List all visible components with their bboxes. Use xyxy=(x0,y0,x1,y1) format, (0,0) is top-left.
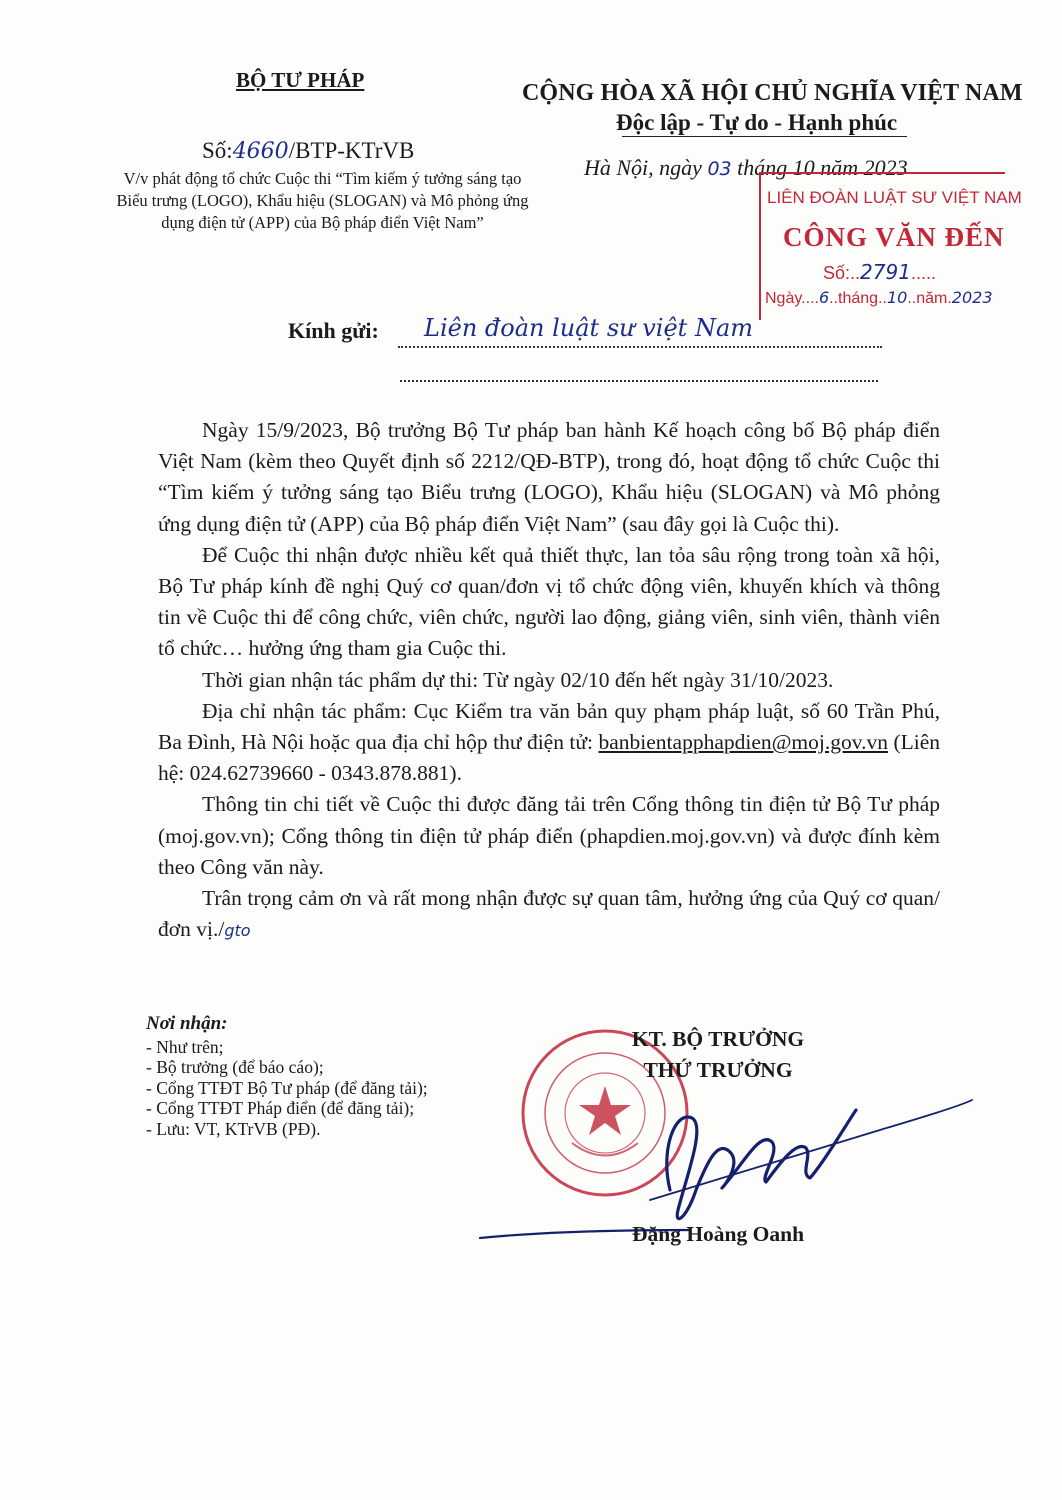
recipient-item: - Như trên; xyxy=(146,1036,224,1057)
addressee-label: Kính gửi: xyxy=(288,318,379,343)
incoming-stamp xyxy=(759,172,1022,320)
recipients-title: Nơi nhận: xyxy=(146,1013,228,1034)
date-day: 03 xyxy=(707,158,732,180)
body-paragraph-3: Thời gian nhận tác phẩm dự thi: Từ ngày 02/10 đến hết ngày 31/10/2023. xyxy=(202,667,834,692)
stamp-day-label: Ngày xyxy=(765,290,802,307)
body-paragraph-4 xyxy=(158,696,940,790)
contact-email-link[interactable]: banbientapphapdien@moj.gov.vn xyxy=(598,730,888,755)
body-paragraph-6 xyxy=(158,883,940,946)
reference-suffix: /BTP-KTrVB xyxy=(288,138,415,163)
stamp-number: Số:..2791..... xyxy=(823,260,936,284)
letter-body xyxy=(158,415,940,946)
date-month-label: tháng xyxy=(731,155,793,180)
stamp-title: CÔNG VĂN ĐẾN xyxy=(783,222,1005,252)
national-motto: Độc lập - Tự do - Hạnh phúc xyxy=(616,110,898,135)
stamp-number-value: 2791 xyxy=(860,260,911,284)
country-name: CỘNG HÒA XÃ HỘI CHỦ NGHĨA VIỆT NAM xyxy=(522,80,1023,106)
addressee-recipient xyxy=(398,314,882,348)
document-subject: V/v phát động tổ chức Cuộc thi “Tìm kiếm ý tưởng sáng tạo Biểu trưng (LOGO), Khẩu hiệu (SLOGAN) và Mô phỏng ứng dụng điện tử (APP) của Bộ pháp điển Việt Nam” xyxy=(116,169,529,232)
recipients-list xyxy=(146,1014,428,1139)
recipient-item: - Cổng TTĐT Bộ Tư pháp (để đăng tải); xyxy=(146,1077,428,1098)
drafter-initials: gto xyxy=(224,921,251,941)
address-text: Địa chỉ nhận tác phẩm: Cục Kiểm tra văn bản quy phạm pháp luật, số 60 Trần Phú, Ba Đình, Hà Nội hoặc qua địa chỉ hộp thư điện tử: xyxy=(158,698,940,755)
reference-number: 4660 xyxy=(232,139,289,164)
contact-phones: (Liên hệ: 024.62739660 - 0343.878.881). xyxy=(158,730,941,786)
signature-title xyxy=(598,1024,838,1086)
recipient-item: - Bộ trưởng (để báo cáo); xyxy=(146,1057,324,1077)
stamp-organization: LIÊN ĐOÀN LUẬT SƯ VIỆT NAM xyxy=(767,188,1022,207)
document-reference xyxy=(202,138,414,164)
stamp-year-label: năm xyxy=(916,290,948,307)
body-paragraph-5: Thông tin chi tiết về Cuộc thi được đăng tải trên Cổng thông tin điện tử Bộ Tư pháp (moj.gov.vn); Cổng thông tin điện tử pháp điển (phapdien.moj.gov.vn) và được đính kèm theo Công văn này. xyxy=(158,792,940,879)
signature-line-2: THỨ TRƯỞNG xyxy=(643,1058,793,1082)
recipient-handwritten: Liên đoàn luật sư việt Nam xyxy=(424,314,754,342)
body-paragraph-2: Để Cuộc thi nhận được nhiều kết quả thiết thực, lan tỏa sâu rộng trong toàn xã hội, Bộ Tư pháp kính đề nghị Quý cơ quan/đơn vị tổ chức động viên, khuyến khích và thông tin về Cuộc thi để công chức, viên chức, người lao động, giảng viên, sinh viên, thành viên tổ chức… hưởng ứng tham gia Cuộc thi. xyxy=(158,542,940,661)
motto-underline xyxy=(622,136,907,137)
stamp-day-value: 6 xyxy=(818,288,830,307)
closing-text: Trân trọng cảm ơn và rất mong nhận được sự quan tâm, hưởng ứng của Quý cơ quan/đơn vị./ xyxy=(158,886,940,942)
date-year: năm 2023 xyxy=(814,155,908,180)
stamp-date: Ngày....6..tháng..10..năm.2023 xyxy=(765,288,993,307)
ministry-name: BỘ TƯ PHÁP xyxy=(236,68,365,92)
stamp-year-value: 2023 xyxy=(951,288,993,307)
stamp-month-value: 10 xyxy=(886,288,908,307)
signature-line-1: KT. BỘ TRƯỞNG xyxy=(631,1027,805,1051)
addressee-dotted-line xyxy=(400,370,878,382)
stamp-number-label: Số: xyxy=(823,263,851,283)
recipient-item: - Lưu: VT, KTrVB (PĐ). xyxy=(146,1118,321,1139)
date-month: 10 xyxy=(792,155,815,180)
date-place: Hà Nội, ngày xyxy=(584,155,708,180)
body-paragraph-1: Ngày 15/9/2023, Bộ trưởng Bộ Tư pháp ban hành Kế hoạch công bố Bộ pháp điển Việt Nam (kèm theo Quyết định số 2212/QĐ-BTP), trong đó, hoạt động tổ chức Cuộc thi “Tìm kiếm ý tưởng sáng tạo Biểu trưng (LOGO), Khẩu hiệu (SLOGAN) và Mô phỏng ứng dụng điện tử (APP) của Bộ pháp điển Việt Nam” (sau đây gọi là Cuộc thi). xyxy=(158,418,940,536)
stamp-month-label: tháng xyxy=(838,290,879,307)
signer-name: Đặng Hoàng Oanh xyxy=(631,1222,805,1246)
reference-prefix: Số: xyxy=(202,138,233,163)
recipient-item: - Cổng TTĐT Pháp điển (để đăng tải); xyxy=(146,1098,415,1118)
